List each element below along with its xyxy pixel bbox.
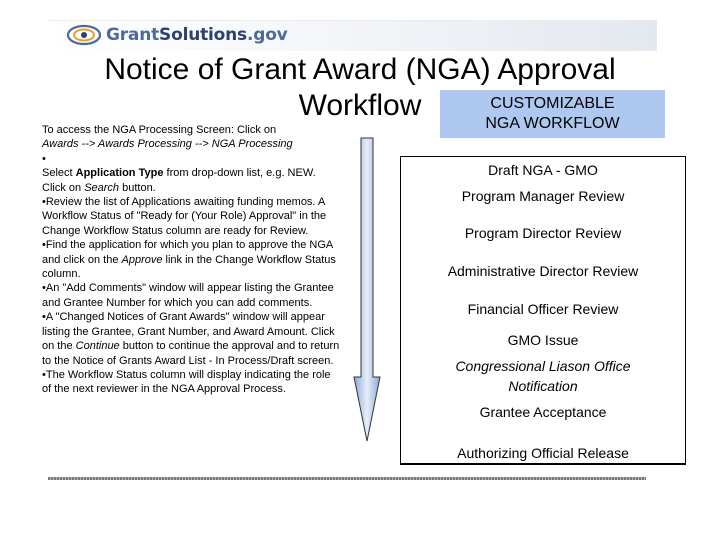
instructions-find: •Find the application for which you plan to approve the NGA and click on the Approve link in the Change Workflow Status column. [42,239,336,281]
step-program-director: Program Director Review [464,225,622,241]
step-grantee-acceptance: Grantee Acceptance [479,404,607,420]
instructions-add-comments: •An "Add Comments" window will appear listing the Grantee and Grantee Number for which you can add comments. [42,282,334,309]
instructions-changed: •A "Changed Notices of Grant Awards" window will appear listing the Grantee, Grant Number, and Award Amount. Click on the Continue button to continue the approval and to return to the Notice of Grants Award List - In Process/Draft screen. [42,311,340,367]
step-authorizing-official: Authorizing Official Release [457,445,629,461]
page-title-line1: Notice of Grant Award (NGA) Approval [104,53,616,86]
step-congressional-liason: Congressional Liason Office Notification [455,358,631,394]
step-program-manager: Program Manager Review [461,188,625,204]
customizable-line2: NGA WORKFLOW [485,115,620,132]
step-administrative-director: Administrative Director Review [447,263,639,279]
instructions-intro: To access the NGA Processing Screen: Click on [42,124,277,136]
step-draft-nga: Draft NGA - GMO [488,162,598,178]
page-title-line2: Workflow [298,89,422,122]
instructions-review: •Review the list of Applications awaiting funding memos. A Workflow Status of "Ready for (Your Role) Approval" in the Change Workflow Status column are ready for Review. [42,196,327,237]
down-arrow-icon [352,137,382,443]
footer-divider [48,477,646,480]
step-financial-officer: Financial Officer Review [467,301,619,317]
logo-text: GrantSolutions.gov [106,25,288,45]
instructions-path: Awards --> Awards Processing --> NGA Processing [42,138,293,151]
instructions-status: •The Workflow Status column will display indicating the role of the next reviewer in the NGA Approval Process. [42,368,331,396]
workflow-box-bottom [400,463,686,465]
step-gmo-issue: GMO Issue [507,332,579,348]
globe-icon [66,23,102,47]
customizable-line1: CUSTOMIZABLE [490,95,615,112]
instructions-select: Select Application Type from drop-down list, e.g. NEW. Click on Search button. [42,167,316,194]
customizable-workflow-label [440,90,665,138]
instructions-bullet: • [42,152,46,165]
instructions-text [42,123,342,397]
grantsolutions-logo[interactable] [66,22,288,48]
